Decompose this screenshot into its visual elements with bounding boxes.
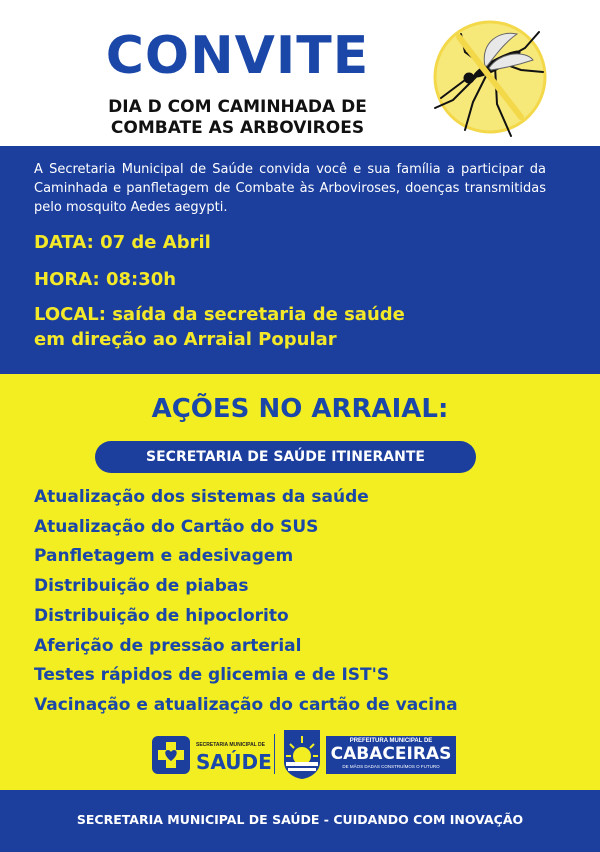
- actions-section: [0, 374, 600, 790]
- prefeitura-caption: PREFEITURA MUNICIPAL DE: [349, 738, 433, 744]
- footer-text: SECRETARIA MUNICIPAL DE SAÚDE - CUIDANDO COM INOVAÇÃO: [76, 812, 524, 827]
- event-time: HORA: 08:30h: [34, 269, 177, 290]
- page-title: CONVITE: [105, 26, 370, 86]
- actions-list: [34, 483, 458, 721]
- list-item: Testes rápidos de glicemia e de IST'S: [34, 665, 390, 686]
- list-item: Atualização dos sistemas da saúde: [34, 487, 369, 507]
- page-subtitle: [0, 97, 475, 139]
- list-item: Vacinação e atualização do cartão de vacina: [34, 694, 458, 715]
- prefeitura-banner: [326, 736, 456, 774]
- list-item: Distribuição de hipoclorito: [34, 605, 289, 626]
- actions-title: AÇÕES NO ARRAIAL:: [151, 394, 449, 424]
- prefeitura-name: CABACEIRAS: [330, 744, 452, 764]
- invitation-text: A Secretaria Municipal de Saúde convida você e sua família a participar da Caminhada e panfletagem de Combate às Arboviroses, doenças transmitidas pelo mosquito Aedes aegypti.: [34, 162, 546, 215]
- list-item: Aferição de pressão arterial: [34, 635, 302, 656]
- itinerant-badge: SECRETARIA DE SAÚDE ITINERANTE: [95, 441, 476, 473]
- saude-logo-caption: SECRETARIA MUNICIPAL DE: [196, 742, 265, 748]
- event-location-line-1: LOCAL: saída da secretaria de saúde: [34, 304, 405, 325]
- prefeitura-slogan: DE MÃOS DADAS CONSTRUÍMOS O FUTURO: [342, 764, 440, 769]
- list-item: Atualização do Cartão do SUS: [34, 516, 319, 537]
- saude-heart-icon: [152, 736, 190, 774]
- secretaria-saude-logo: [152, 736, 272, 776]
- subtitle-line-2: COMBATE AS ARBOVIROES: [110, 118, 365, 138]
- no-mosquito-icon: [425, 12, 555, 142]
- subtitle-line-1: DIA D COM CAMINHADA DE: [108, 97, 367, 117]
- invitation-section: [0, 146, 600, 374]
- header: [0, 0, 600, 146]
- list-item: Distribuição de piabas: [34, 576, 249, 597]
- sun-shield-icon: [282, 728, 322, 780]
- logos-row: [152, 728, 462, 782]
- list-item: Panfletagem e adesivagem: [34, 546, 294, 567]
- saude-logo-text: SAÚDE: [196, 750, 272, 774]
- event-location-line-2: em direção ao Arraial Popular: [34, 329, 337, 350]
- footer: [0, 790, 600, 852]
- logo-divider: [274, 734, 275, 774]
- event-date: DATA: 07 de Abril: [34, 232, 211, 253]
- prefeitura-cabaceiras-logo: [282, 728, 462, 782]
